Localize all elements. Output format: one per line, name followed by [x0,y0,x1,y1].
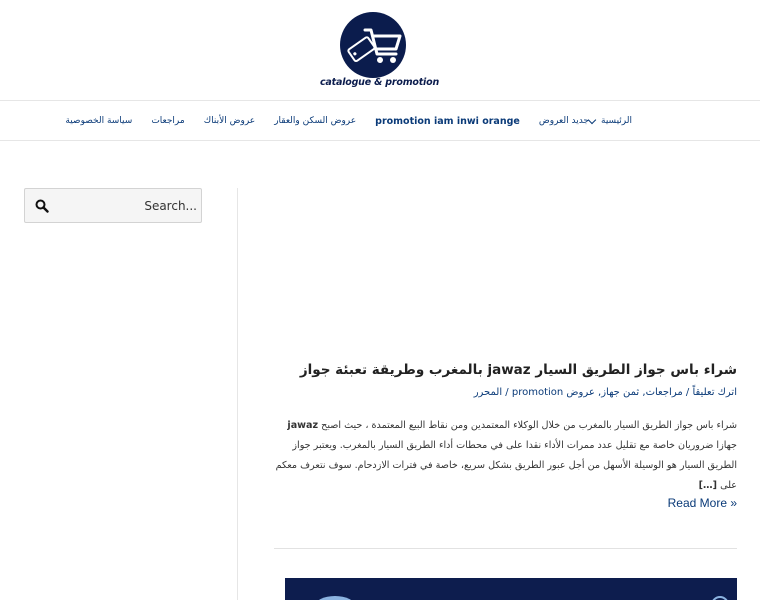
chevron-down-icon[interactable] [588,115,596,123]
nav-link-reviews[interactable]: مراجعات [151,116,185,126]
meta-comma: , [594,387,602,398]
nav-link-housing-offers[interactable]: عروض السكن والعقار [274,116,357,126]
nav-item-new-offers[interactable] [539,116,601,126]
thumbnail-shape [315,596,355,600]
author-link[interactable]: المحرر [473,387,503,398]
post-entry [274,360,737,510]
post-title[interactable]: شراء باس جواز الطريق السيار jawaz بالمغرب وطريقة تعبئة جواز [299,362,737,378]
category-link-reviews[interactable]: مراجعات [645,387,683,398]
post-meta [274,386,737,400]
next-post-thumbnail[interactable] [285,578,737,600]
meta-separator: / [682,387,690,398]
excerpt-text: جهازا ضروريان خاصة مع تقليل عدد ممرات الأداء نقدا على في محطات أداء الطريق السيار بالمغرب. ويعتبر جواز الطريق السيار هو الوسيلة الأسهل من أجل عبور الطريق بشكل سريع، خاصة في فترات الازدحام. سوف نتعرف معكم على [275,440,737,491]
sidebar-divider [237,188,238,600]
nav-item-home[interactable] [601,116,632,126]
nav-item-reviews[interactable] [151,116,184,126]
excerpt-keyword: jawaz [287,420,319,431]
excerpt-text: شراء باس جواز الطريق السيار بالمغرب من خلال الوكلاء المعتمدين ومن نقاط البيع المعتمدة ، حيث اصبح [318,420,737,431]
post-divider [274,548,737,549]
search-input[interactable] [55,189,197,222]
thumbnail-shape [711,596,729,600]
read-more-link[interactable]: Read More » [667,496,737,510]
search-form [24,188,202,223]
nav-link-bank-offers[interactable]: عروض الأبناك [203,116,256,126]
nav-item-privacy-policy[interactable] [65,116,132,126]
post-excerpt [274,416,737,496]
nav-link-new-offers[interactable]: جديد العروض [538,116,589,126]
nav-link-privacy-policy[interactable]: سياسة الخصوصية [65,116,133,126]
nav-link-telecom-promotions[interactable]: promotion iam inwi orange [375,115,520,127]
site-header [0,0,760,101]
logo-text: catalogue & promotion [320,77,440,88]
nav-item-housing-offers[interactable] [274,116,356,126]
excerpt-ellipsis: […] [698,480,718,491]
nav-item-telecom-promotions[interactable] [375,116,520,127]
category-link-device-price[interactable]: ثمن جهاز [601,387,640,398]
meta-comma: , [639,387,646,398]
comments-link[interactable]: اترك تعليقاً [692,387,737,398]
category-link-promotions[interactable]: عروض promotion [511,387,595,398]
meta-separator: / [502,387,509,398]
shopping-cart-icon [340,12,406,78]
search-icon[interactable] [35,199,49,213]
site-logo[interactable] [320,10,440,92]
nav-link-home[interactable]: الرئيسية [601,116,632,126]
nav-item-bank-offers[interactable] [204,116,255,126]
main-navigation [0,101,760,141]
